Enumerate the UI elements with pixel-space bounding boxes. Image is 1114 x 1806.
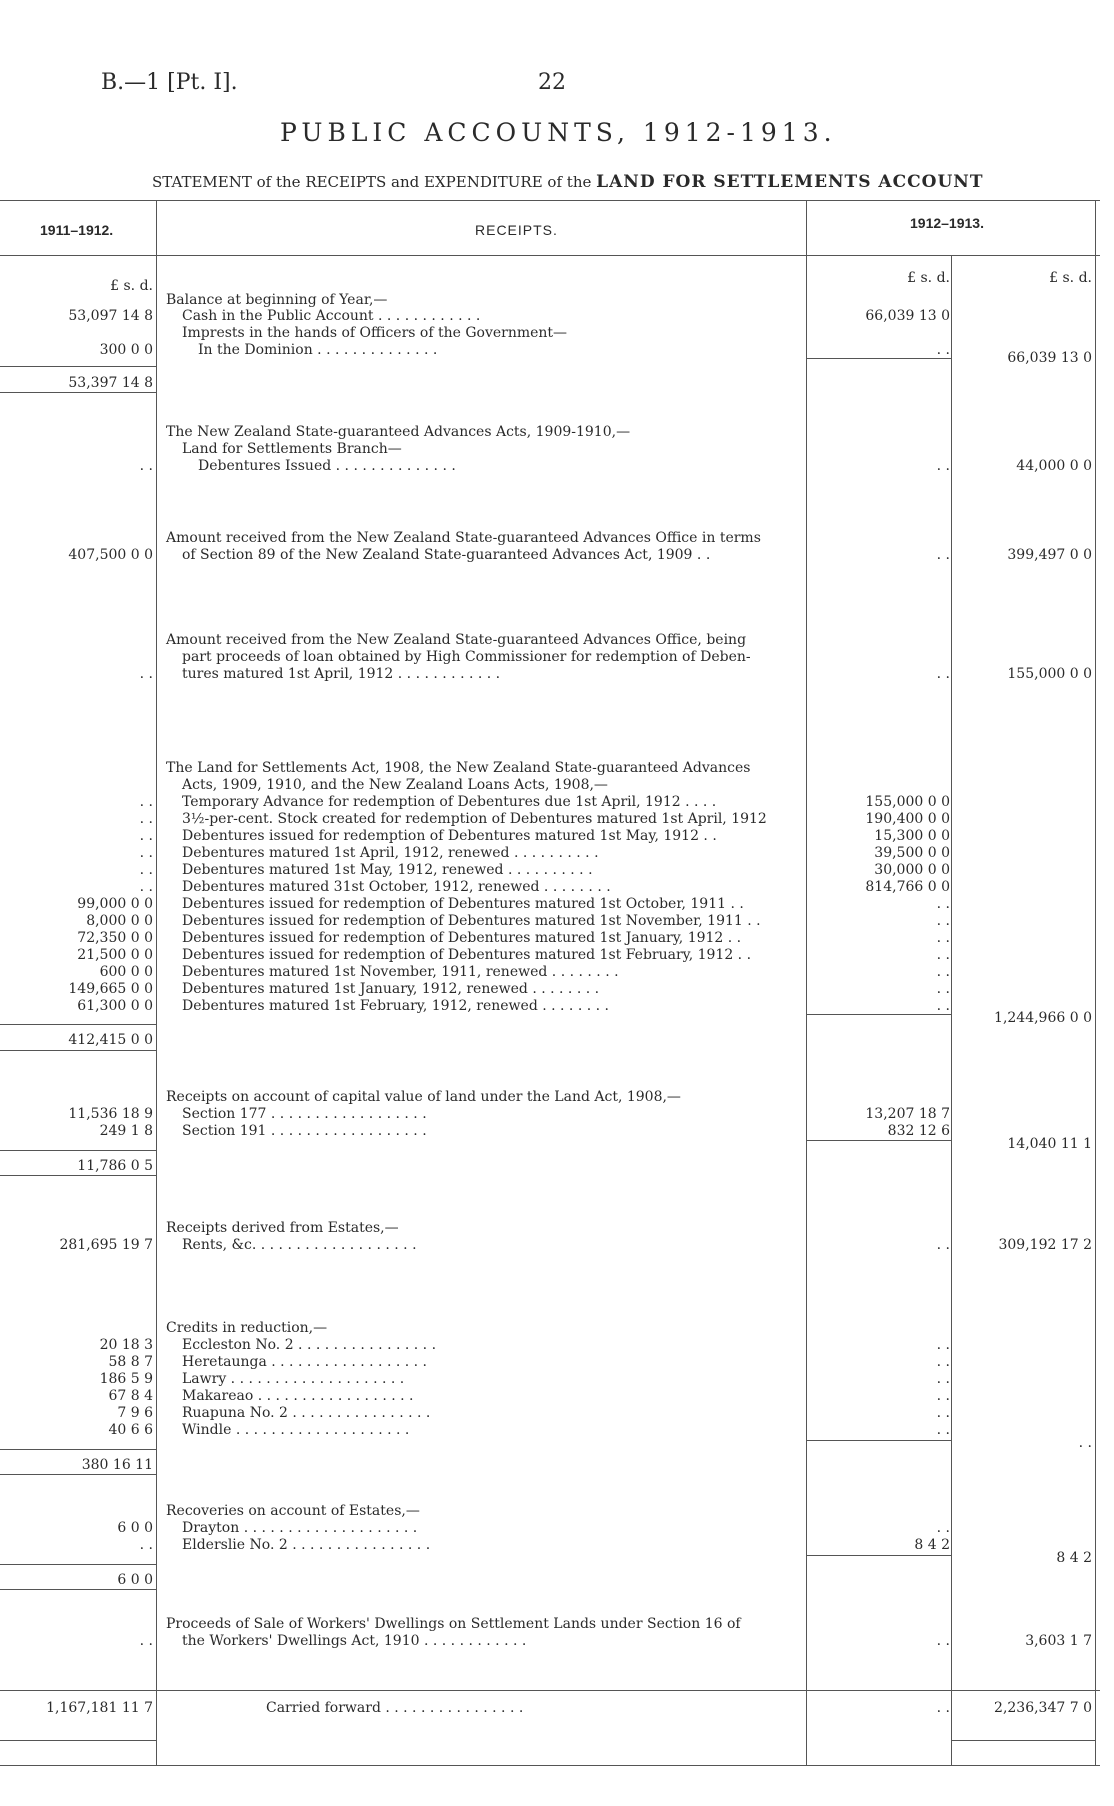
receipt-description: Amount received from the New Zealand State-guaranteed Advances Office, being — [166, 632, 747, 648]
prior-year-amount: 7 9 6 — [117, 1405, 153, 1421]
rule-line — [0, 1050, 156, 1051]
current-subitem-amount: 814,766 0 0 — [865, 879, 950, 895]
prior-year-amount: 6 0 0 — [117, 1520, 153, 1536]
prior-year-amount: 40 6 6 — [108, 1422, 153, 1438]
receipt-description: Debentures matured 31st October, 1912, renewed . . . . . . . . — [182, 879, 611, 895]
receipt-description: Imprests in the hands of Officers of the Government— — [182, 325, 568, 341]
receipt-description: Debentures issued for redemption of Debentures matured 1st February, 1912 . . — [182, 947, 752, 963]
current-subitem-amount: 15,300 0 0 — [874, 828, 950, 844]
current-total-amount: 8 4 2 — [1056, 1550, 1092, 1566]
rule-line — [0, 392, 156, 393]
prior-year-amount: . . — [139, 458, 153, 474]
rule-line — [0, 1024, 156, 1025]
receipt-description: Eccleston No. 2 . . . . . . . . . . . . . . . . — [182, 1337, 437, 1353]
statement-account-name: LAND FOR SETTLEMENTS ACCOUNT — [596, 172, 984, 192]
rule-line — [0, 1175, 156, 1176]
current-subitem-amount: . . — [936, 458, 950, 474]
receipt-description: Debentures issued for redemption of Debentures matured 1st May, 1912 . . — [182, 828, 717, 844]
receipt-description: Debentures matured 1st May, 1912, renewed . . . . . . . . . . — [182, 862, 593, 878]
current-subitem-amount: . . — [936, 1422, 950, 1438]
receipt-description: Receipts on account of capital value of land under the Land Act, 1908,— — [166, 1089, 681, 1105]
prior-year-amount: . . — [139, 845, 153, 861]
prior-year-amount: 149,665 0 0 — [68, 981, 153, 997]
receipt-description: Drayton . . . . . . . . . . . . . . . . . . . . — [182, 1520, 418, 1536]
receipt-description: Debentures issued for redemption of Debentures matured 1st January, 1912 . . — [182, 930, 742, 946]
current-subitem-amount: . . — [936, 547, 950, 563]
prior-year-amount: 67 8 4 — [108, 1388, 153, 1404]
carried-forward-label: Carried forward . . . . . . . . . . . . . . . . — [266, 1700, 524, 1716]
prior-year-amount: 1,167,181 11 7 — [46, 1700, 153, 1716]
prior-year-amount: . . — [139, 1633, 153, 1649]
current-subitem-amount: . . — [936, 1354, 950, 1370]
prior-year-amount: . . — [139, 862, 153, 878]
current-subitem-amount: . . — [936, 981, 950, 997]
current-subitem-amount: . . — [936, 1371, 950, 1387]
rule-line — [0, 1740, 156, 1741]
current-subitem-amount: 30,000 0 0 — [874, 862, 950, 878]
page-number: 22 — [538, 70, 566, 95]
receipt-description: Land for Settlements Branch— — [182, 441, 402, 457]
prior-year-amount: 53,097 14 8 — [68, 308, 153, 324]
prior-year-amount: 61,300 0 0 — [77, 998, 153, 1014]
rule-line — [806, 1440, 951, 1441]
receipt-description: Section 177 . . . . . . . . . . . . . . . . . . — [182, 1106, 427, 1122]
current-subitem-amount: . . — [936, 896, 950, 912]
prior-year-amount: . . — [139, 1537, 153, 1553]
current-total-amount: 309,192 17 2 — [998, 1237, 1092, 1253]
current-total-amount: . . — [1078, 1435, 1092, 1451]
receipt-description: Heretaunga . . . . . . . . . . . . . . . . . . — [182, 1354, 427, 1370]
receipt-description: Amount received from the New Zealand State-guaranteed Advances Office in terms — [166, 530, 761, 546]
current-subitem-amount: . . — [936, 964, 950, 980]
current-subitem-amount: . . — [936, 998, 950, 1014]
prior-year-amount: 186 5 9 — [99, 1371, 153, 1387]
rule-line — [0, 1589, 156, 1590]
table-right-border — [1095, 200, 1096, 1765]
receipt-description: Temporary Advance for redemption of Debentures due 1st April, 1912 . . . . — [182, 794, 717, 810]
current-subitem-amount: . . — [936, 1405, 950, 1421]
prior-year-amount: 11,536 18 9 — [68, 1106, 153, 1122]
receipt-description: part proceeds of loan obtained by High Commissioner for redemption of Deben- — [182, 649, 751, 665]
table-bottom-border — [0, 1765, 1100, 1766]
receipt-description: Rents, &c. . . . . . . . . . . . . . . . . . . — [182, 1237, 417, 1253]
receipt-description: Debentures issued for redemption of Debentures matured 1st October, 1911 . . — [182, 896, 744, 912]
prior-year-amount: . . — [139, 666, 153, 682]
prior-year-amount: 8,000 0 0 — [86, 913, 153, 929]
receipt-description: Acts, 1909, 1910, and the New Zealand Loans Acts, 1908,— — [182, 777, 608, 793]
receipt-description: of Section 89 of the New Zealand State-guaranteed Advances Act, 1909 . . — [182, 547, 711, 563]
current-subitem-amount: . . — [936, 1388, 950, 1404]
prior-year-amount: . . — [139, 879, 153, 895]
header-bottom-border — [0, 255, 1100, 256]
receipt-description: Cash in the Public Account . . . . . . . . . . . . — [182, 308, 481, 324]
prior-year-amount: 600 0 0 — [99, 964, 153, 980]
current-subitem-amount: . . — [936, 913, 950, 929]
prior-year-amount: 21,500 0 0 — [77, 947, 153, 963]
current-total-amount: 155,000 0 0 — [1007, 666, 1092, 682]
current-subitem-amount: . . — [936, 1633, 950, 1649]
prior-year-amount: 6 0 0 — [117, 1572, 153, 1588]
receipt-description: Debentures matured 1st February, 1912, renewed . . . . . . . . — [182, 998, 609, 1014]
prior-year-amount: . . — [139, 811, 153, 827]
receipt-description: Debentures Issued . . . . . . . . . . . . . . — [198, 458, 456, 474]
document-reference: B.—1 [Pt. I]. — [101, 70, 238, 95]
receipt-description: Recoveries on account of Estates,— — [166, 1503, 420, 1519]
receipt-description: Windle . . . . . . . . . . . . . . . . . . . . — [182, 1422, 410, 1438]
receipt-description: The New Zealand State-guaranteed Advances Acts, 1909-1910,— — [166, 424, 631, 440]
rule-line — [0, 1474, 156, 1475]
current-subitem-amount: . . — [936, 1237, 950, 1253]
current-subitem-amount: 39,500 0 0 — [874, 845, 950, 861]
prior-year-amount: 53,397 14 8 — [68, 375, 153, 391]
current-total-amount: 14,040 11 1 — [1007, 1136, 1092, 1152]
current-total-amount: 399,497 0 0 — [1007, 547, 1092, 563]
rule-line — [806, 1555, 951, 1556]
currency-header-left: £ s. d. — [110, 278, 153, 294]
current-total-amount: 1,244,966 0 0 — [994, 1010, 1092, 1026]
receipt-description: Ruapuna No. 2 . . . . . . . . . . . . . . . . — [182, 1405, 431, 1421]
column-header-receipts: RECEIPTS. — [475, 222, 558, 238]
current-subitem-amount: 190,400 0 0 — [865, 811, 950, 827]
current-total-amount: 3,603 1 7 — [1025, 1633, 1092, 1649]
prior-year-amount: 99,000 0 0 — [77, 896, 153, 912]
currency-header-right: £ s. d. — [1049, 270, 1092, 286]
table-top-border — [0, 200, 1100, 201]
current-subitem-amount: 66,039 13 0 — [865, 308, 950, 324]
prior-year-amount: 380 16 11 — [81, 1457, 153, 1473]
current-subitem-amount: . . — [936, 342, 950, 358]
current-subitem-amount: . . — [936, 947, 950, 963]
receipt-description: Section 191 . . . . . . . . . . . . . . . . . . — [182, 1123, 427, 1139]
column-header-current-year: 1912–1913. — [910, 215, 984, 231]
current-subitem-amount: . . — [936, 1337, 950, 1353]
rule-line — [0, 366, 156, 367]
receipt-description: Receipts derived from Estates,— — [166, 1220, 399, 1236]
receipt-description: Credits in reduction,— — [166, 1320, 328, 1336]
receipt-description: Debentures matured 1st January, 1912, renewed . . . . . . . . — [182, 981, 600, 997]
prior-year-amount: . . — [139, 828, 153, 844]
prior-year-amount: 407,500 0 0 — [68, 547, 153, 563]
receipt-description: tures matured 1st April, 1912 . . . . . . . . . . . . — [182, 666, 501, 682]
receipt-description: the Workers' Dwellings Act, 1910 . . . . . . . . . . . . — [182, 1633, 527, 1649]
page-title: PUBLIC ACCOUNTS, 1912-1913. — [280, 118, 837, 147]
current-total-amount: 44,000 0 0 — [1016, 458, 1092, 474]
rule-line — [0, 1150, 156, 1151]
receipt-description: Debentures matured 1st April, 1912, renewed . . . . . . . . . . — [182, 845, 599, 861]
receipt-description: Balance at beginning of Year,— — [166, 292, 388, 308]
prior-year-amount: 300 0 0 — [99, 342, 153, 358]
prior-year-amount: 11,786 0 5 — [77, 1158, 153, 1174]
current-subitem-amount: 13,207 18 7 — [865, 1106, 950, 1122]
rule-line — [0, 1564, 156, 1565]
receipt-description: Makareao . . . . . . . . . . . . . . . . . . — [182, 1388, 414, 1404]
currency-header-mid: £ s. d. — [907, 270, 950, 286]
receipt-description: Debentures issued for redemption of Debentures matured 1st November, 1911 . . — [182, 913, 761, 929]
current-subitem-amount: 8 4 2 — [914, 1537, 950, 1553]
current-subitem-amount: . . — [936, 1520, 950, 1536]
current-subitem-amount: . . — [936, 1700, 950, 1716]
column-header-prior-year: 1911–1912. — [40, 222, 114, 238]
rule-line — [951, 1740, 1095, 1741]
receipt-description: Elderslie No. 2 . . . . . . . . . . . . . . . . — [182, 1537, 431, 1553]
receipt-description: 3½-per-cent. Stock created for redemption of Debentures matured 1st April, 1912 — [182, 811, 767, 827]
prior-year-amount: 72,350 0 0 — [77, 930, 153, 946]
current-total-amount: 2,236,347 7 0 — [994, 1700, 1092, 1716]
prior-year-amount: 281,695 19 7 — [59, 1237, 153, 1253]
prior-year-amount: 412,415 0 0 — [68, 1032, 153, 1048]
column-divider-prev — [156, 200, 157, 1765]
receipt-description: Proceeds of Sale of Workers' Dwellings on Settlement Lands under Section 16 of — [166, 1616, 741, 1632]
receipt-description: Debentures matured 1st November, 1911, renewed . . . . . . . . — [182, 964, 619, 980]
current-subitem-amount: 155,000 0 0 — [865, 794, 950, 810]
statement-heading — [152, 172, 983, 192]
current-subitem-amount: . . — [936, 666, 950, 682]
current-subitem-amount: 832 12 6 — [887, 1123, 950, 1139]
receipt-description: Lawry . . . . . . . . . . . . . . . . . . . . — [182, 1371, 405, 1387]
rule-line — [806, 1140, 951, 1141]
receipt-description: In the Dominion . . . . . . . . . . . . . . — [198, 342, 438, 358]
current-total-amount: 66,039 13 0 — [1007, 350, 1092, 366]
statement-prefix: STATEMENT of the RECEIPTS and EXPENDITURE of the — [152, 173, 592, 191]
prior-year-amount: 58 8 7 — [108, 1354, 153, 1370]
column-divider-current — [951, 255, 952, 1765]
prior-year-amount: 249 1 8 — [99, 1123, 153, 1139]
receipt-description: The Land for Settlements Act, 1908, the New Zealand State-guaranteed Advances — [166, 760, 751, 776]
current-subitem-amount: . . — [936, 930, 950, 946]
rule-line — [0, 1449, 156, 1450]
rule-line — [0, 1690, 1100, 1691]
prior-year-amount: 20 18 3 — [99, 1337, 153, 1353]
prior-year-amount: . . — [139, 794, 153, 810]
